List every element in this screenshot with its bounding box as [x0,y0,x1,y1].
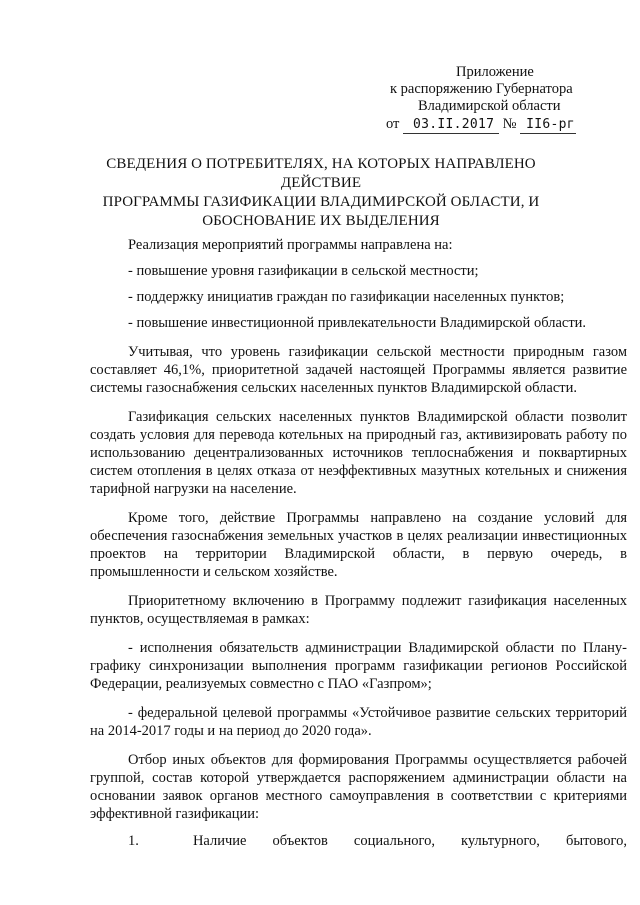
goal-item-2: - поддержку инициатив граждан по газификации населенных пунктов; [128,289,565,305]
order-date: 03.II.2017 [403,116,499,134]
paragraph-priority: Приоритетному включению в Программу подлежит газификация населенных пунктов, осуществляемая в рамках: [90,593,627,627]
title-line-1: СВЕДЕНИЯ О ПОТРЕБИТЕЛЯХ, НА КОТОРЫХ НАПРАВЛЕНО ДЕЙСТВИЕ [106,156,536,191]
appendix-date-line [386,116,626,134]
appendix-region-line: Владимирской области [418,98,561,114]
intro-paragraph: Реализация мероприятий программы направлена на: [128,237,453,253]
number-label: № [502,116,517,132]
criteria-word: объектов [272,833,328,849]
title-line-2: ПРОГРАММЫ ГАЗИФИКАЦИИ ВЛАДИМИРСКОЙ ОБЛАСТИ, И [102,194,540,210]
paragraph-gasification-level: Учитывая, что уровень газификации сельской местности природным газом составляет 46,1%, приоритетной задачей настоящей Программы является развитие системы газоснабжения сельских населенных пунктов Владимирской области. [90,344,627,396]
title-line-3: ОБОСНОВАНИЕ ИХ ВЫДЕЛЕНИЯ [202,213,440,229]
document-body [90,236,627,850]
criteria-number: 1. [128,833,139,849]
appendix-order-line: к распоряжению Губернатора [390,81,573,97]
document-title [90,155,552,231]
paragraph-investment: Кроме того, действие Программы направлено на создание условий для обеспечения газоснабжения земельных участков в целях реализации инвестиционных проектов на территории Владимирской области, в первую очередь, в промышленности и сельском хозяйстве. [90,510,627,580]
priority-item-1: - исполнения обязательств администрации Владимирской области по Плану-графику синхронизации выполнения программ газификации регионов Российской Федерации, реализуемых совместно с ПАО «Газпром»; [90,640,627,692]
criteria-word: Наличие [192,833,247,849]
criteria-word: бытового, [565,833,627,849]
criteria-word: культурного, [461,833,540,849]
criteria-word: социального, [353,833,435,849]
paragraph-rural-gasification: Газификация сельских населенных пунктов Владимирской области позволит создать условия для перевода котельных на природный газ, активизировать работу по использованию децентрализованных источников теплоснабжения и поквартирных систем отопления в целях отказа от неэффективных мазутных котельных и снижения тарифной нагрузки на население. [90,409,627,497]
goal-item-3: - повышение инвестиционной привлекательности Владимирской области. [128,315,587,331]
priority-item-2: - федеральной целевой программы «Устойчивое развитие сельских территорий на 2014-2017 годы и на период до 2020 года». [90,705,627,739]
goal-item-1: - повышение уровня газификации в сельской местности; [128,263,479,279]
from-label: от [386,116,400,132]
appendix-label: Приложение [456,64,534,80]
criteria-item-1 [90,832,627,850]
order-number: II6-рг [520,116,576,134]
paragraph-selection: Отбор иных объектов для формирования Программы осуществляется рабочей группой, состав которой утверждается распоряжением администрации области на основании заявок органов местного самоуправления в соответствии с критериями эффективной газификации: [90,752,627,822]
appendix-header [386,64,626,134]
